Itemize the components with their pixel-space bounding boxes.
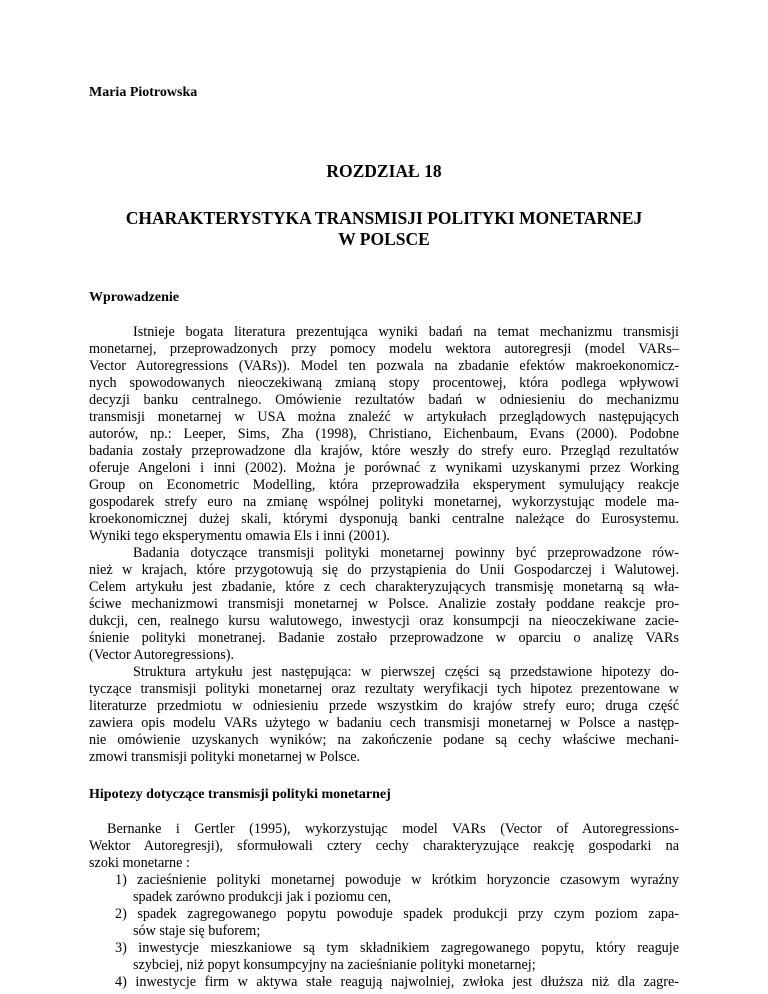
paragraph-line: Celem artykułu jest zbadanie, które z cech charakteryzujących transmisję monetarną są wła- [89, 579, 679, 595]
paragraph-line: zmowi transmisji polityki monetarnej w Polsce. [89, 749, 361, 765]
paragraph-line: nie omówienie uzyskanych wyników; na zakończenie podane są cechy właściwe mechani- [89, 732, 679, 748]
paragraph-line: autorów, np.: Leeper, Sims, Zha (1998), Christiano, Eichenbaum, Evans (2000). Podobne [89, 426, 679, 442]
paragraph-line: Badania dotyczące transmisji polityki monetarnej powinny być przeprowadzone rów- [133, 545, 679, 561]
paragraph-line: dukcji, cen, realnego kursu walutowego, inwestycji oraz konsumpcji na nieoczekiwane zacie- [89, 613, 679, 629]
paragraph-line: transmisji monetarnej w USA można znaleźć w artykułach przeglądowych następujących [89, 409, 679, 425]
list-item: 3) inwestycje mieszkaniowe są tym składnikiem zagregowanego popytu, który reaguje [115, 940, 679, 956]
paragraph-line: szoki monetarne : [89, 855, 190, 871]
list-item: 2) spadek zagregowanego popytu powoduje spadek produkcji przy czym poziom zapa- [115, 906, 679, 922]
paragraph-line: tyczące transmisji polityki monetarnej oraz rezultaty weryfikacji tych hipotez prezentowane w [89, 681, 679, 697]
paragraph-line: Vector Autoregressions (VARs)). Model ten pozwala na zbadanie efektów makroekonomicz- [89, 358, 679, 374]
paragraph-line: śnienie polityki monetranej. Badanie zostało przeprowadzone w oparciu o analizę VARs [89, 630, 679, 646]
paragraph-line: kroekonomicznej dużej skali, którymi dysponują banki centralne należące do Eurosystemu. [89, 511, 679, 527]
author-name: Maria Piotrowska [89, 85, 198, 100]
list-item: 4) inwestycje firm w aktywa stałe reagują najwolniej, zwłoka jest dłuższa niż dla zagre- [115, 974, 679, 990]
paragraph-line: decyzji banku centralnego. Omówienie rezultatów badań w odniesieniu do mechanizmu [89, 392, 679, 408]
paragraph-line: Wektor Autoregresji), sformułowali cztery cechy charakteryzujące reakcję gospodarki na [89, 838, 679, 854]
list-item-continuation: sów staje się buforem; [133, 923, 261, 939]
section-heading-introduction: Wprowadzenie [89, 290, 179, 305]
paragraph-line: monetarnej, przeprowadzonych przy pomocy modelu wektora autoregresji (model VARs– [89, 341, 679, 357]
paragraph-line: (Vector Autoregressions). [89, 647, 234, 663]
list-item: 1) zacieśnienie polityki monetarnej powoduje w krótkim horyzoncie czasowym wyraźny [115, 872, 679, 888]
paragraph-line: oferuje Angeloni i inni (2002). Można je porównać z wynikami uzyskanymi przez Working [89, 460, 679, 476]
chapter-title-line: W POLSCE [338, 229, 430, 249]
paragraph-line: zawiera opis modelu VARs użytego w badaniu cech transmisji monetarnej w Polsce a następ- [89, 715, 679, 731]
paragraph-line: literaturze przedmiotu w odniesieniu przede wszystkim do krajów strefy euro; druga część [89, 698, 679, 714]
paragraph-line: Bernanke i Gertler (1995), wykorzystując model VARs (Vector of Autoregressions- [107, 821, 679, 837]
paragraph-line: Struktura artykułu jest następująca: w pierwszej części są przedstawione hipotezy do- [133, 664, 679, 680]
section-heading-hypotheses: Hipotezy dotyczące transmisji polityki monetarnej [89, 787, 391, 802]
paragraph-line: Wyniki tego eksperymentu omawia Els i inni (2001). [89, 528, 390, 544]
paragraph-line: nych spowodowanych nieoczekiwaną zmianą stopy procentowej, która podlega wpływowi [89, 375, 679, 391]
paragraph-line: nież w krajach, które przygotowują się do przystąpienia do Unii Gospodarczej i Walutowej. [89, 562, 679, 578]
paragraph-line: ściwe mechanizmowi transmisji monetarnej w Polsce. Analizie zostały poddane reakcje pro- [89, 596, 679, 612]
paragraph-line: Group on Econometric Modelling, która przeprowadziła eksperyment symulujący reakcje [89, 477, 679, 493]
paragraph-line: Istnieje bogata literatura prezentująca wyniki badań na temat mechanizmu transmisji [133, 324, 679, 340]
list-item-continuation: spadek zarówno produkcji jak i poziomu cen, [133, 889, 392, 905]
list-item-continuation: szybciej, niż popyt konsumpcyjny na zacieśnianie polityki monetarnej; [133, 957, 536, 973]
chapter-title-line: CHARAKTERYSTYKA TRANSMISJI POLITYKI MONETARNEJ [125, 208, 643, 228]
chapter-heading: ROZDZIAŁ 18 [326, 161, 442, 181]
chapter-title [100, 208, 668, 250]
paragraph-line: badania zostały przeprowadzone dla krajów, które weszły do strefy euro. Przegląd rezultatów [89, 443, 679, 459]
paragraph-line: gospodarek strefy euro na zmianę wspólnej polityki monetarnej, wykorzystując modele ma- [89, 494, 679, 510]
